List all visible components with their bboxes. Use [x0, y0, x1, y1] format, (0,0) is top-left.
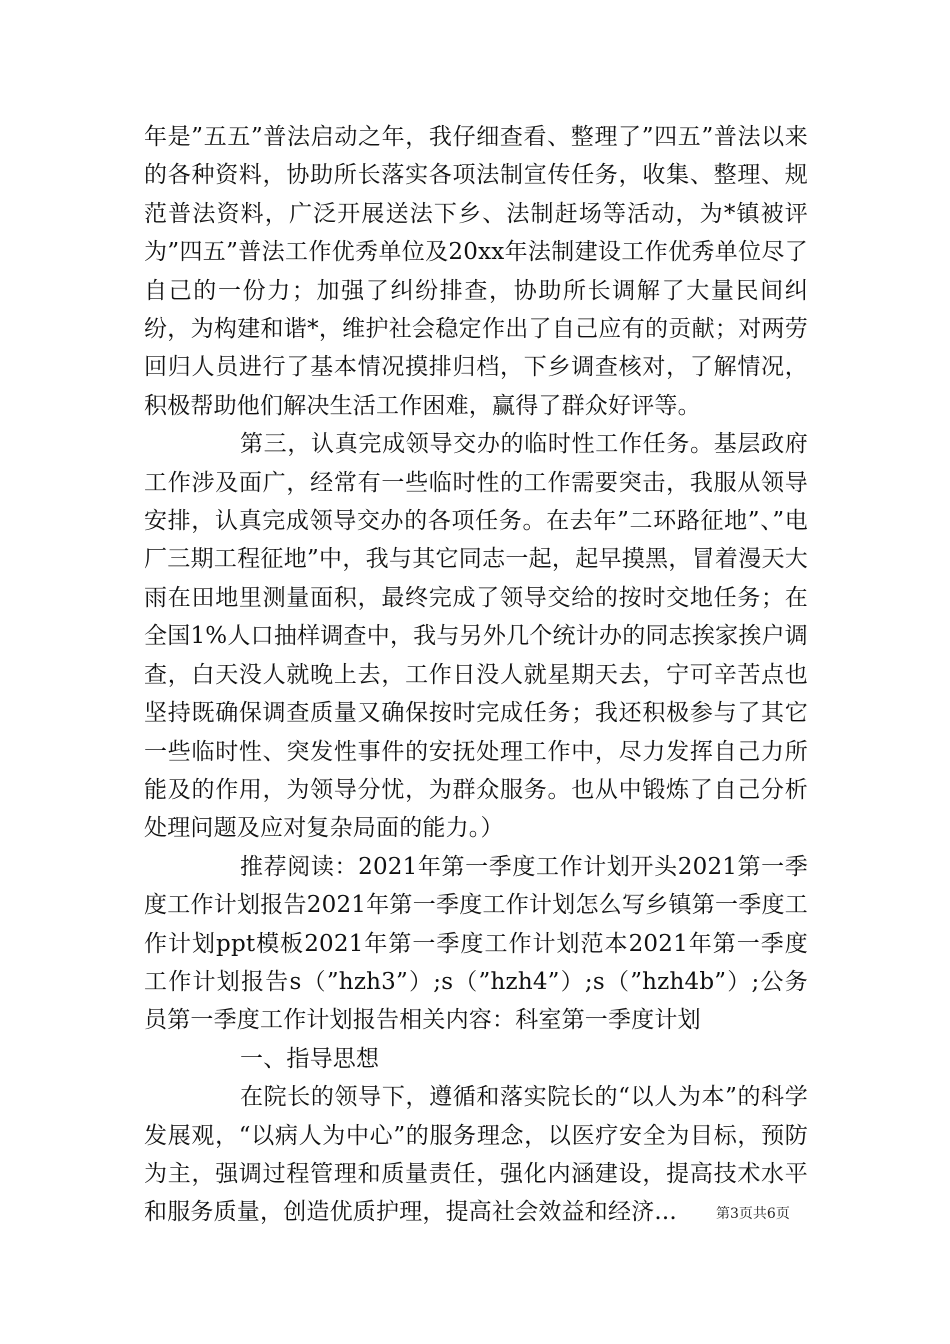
document-page: [144, 118, 808, 1232]
paragraph-third-point: 第三，认真完成领导交办的临时性工作任务。基层政府工作涉及面广，经常有一些临时性的工作需要突击，我服从领导安排，认真完成领导交办的各项任务。在去年”二环路征地”、”电厂三期工程征地”中，我与其它同志一起，起早摸黑，冒着漫天大雨在田地里测量面积，最终完成了领导交给的按时交地任务；在全国1%人口抽样调查中，我与另外几个统计办的同志挨家挨户调查，白天没人就晚上去，工作日没人就星期天去，宁可辛苦点也坚持既确保调查质量又确保按时完成任务；我还积极参与了其它一些临时性、突发性事件的安抚处理工作中，尽力发挥自己力所能及的作用，为领导分忧，为群众服务。也从中锻炼了自己分析处理问题及应对复杂局面的能力。）: [144, 431, 808, 842]
paragraph-continuation: 年是”五五”普法启动之年，我仔细查看、整理了”四五”普法以来的各种资料，协助所长落实各项法制宣传任务，收集、整理、规范普法资料，广泛开展送法下乡、法制赶场等活动，为*镇被评为”四五”普法工作优秀单位及20xx年法制建设工作优秀单位尽了自己的一份力；加强了纠纷排查，协助所长调解了大量民间纠纷，为构建和谐*，维护社会稳定作出了自己应有的贡献；对两劳回归人员进行了基本情况摸排归档，下乡调查核对，了解情况，积极帮助他们解决生活工作困难，赢得了群众好评等。: [144, 124, 808, 419]
paragraph-recommended-reading: 推荐阅读：2021年第一季度工作计划开头2021第一季度工作计划报告2021年第一季度工作计划怎么写乡镇第一季度工作计划ppt模板2021年第一季度工作计划范本2021年第一季度工作计划报告s（”hzh3”）;s（”hzh4”）;s（”hzh4b”）;公务员第一季度工作计划报告相关内容：科室第一季度计划: [144, 853, 808, 1034]
section-heading-guiding-ideology: 一、指导思想: [240, 1045, 380, 1072]
page-number: 第3页共6页: [716, 1206, 790, 1222]
paragraph-guiding-ideology: 在院长的领导下，遵循和落实院长的“以人为本”的科学发展观，“以病人为中心”的服务理念，以医疗安全为目标，预防为主，强调过程管理和质量责任，强化内涵建设，提高技术水平和服务质量，创造优质护理，提高社会效益和经济...: [144, 1084, 808, 1226]
